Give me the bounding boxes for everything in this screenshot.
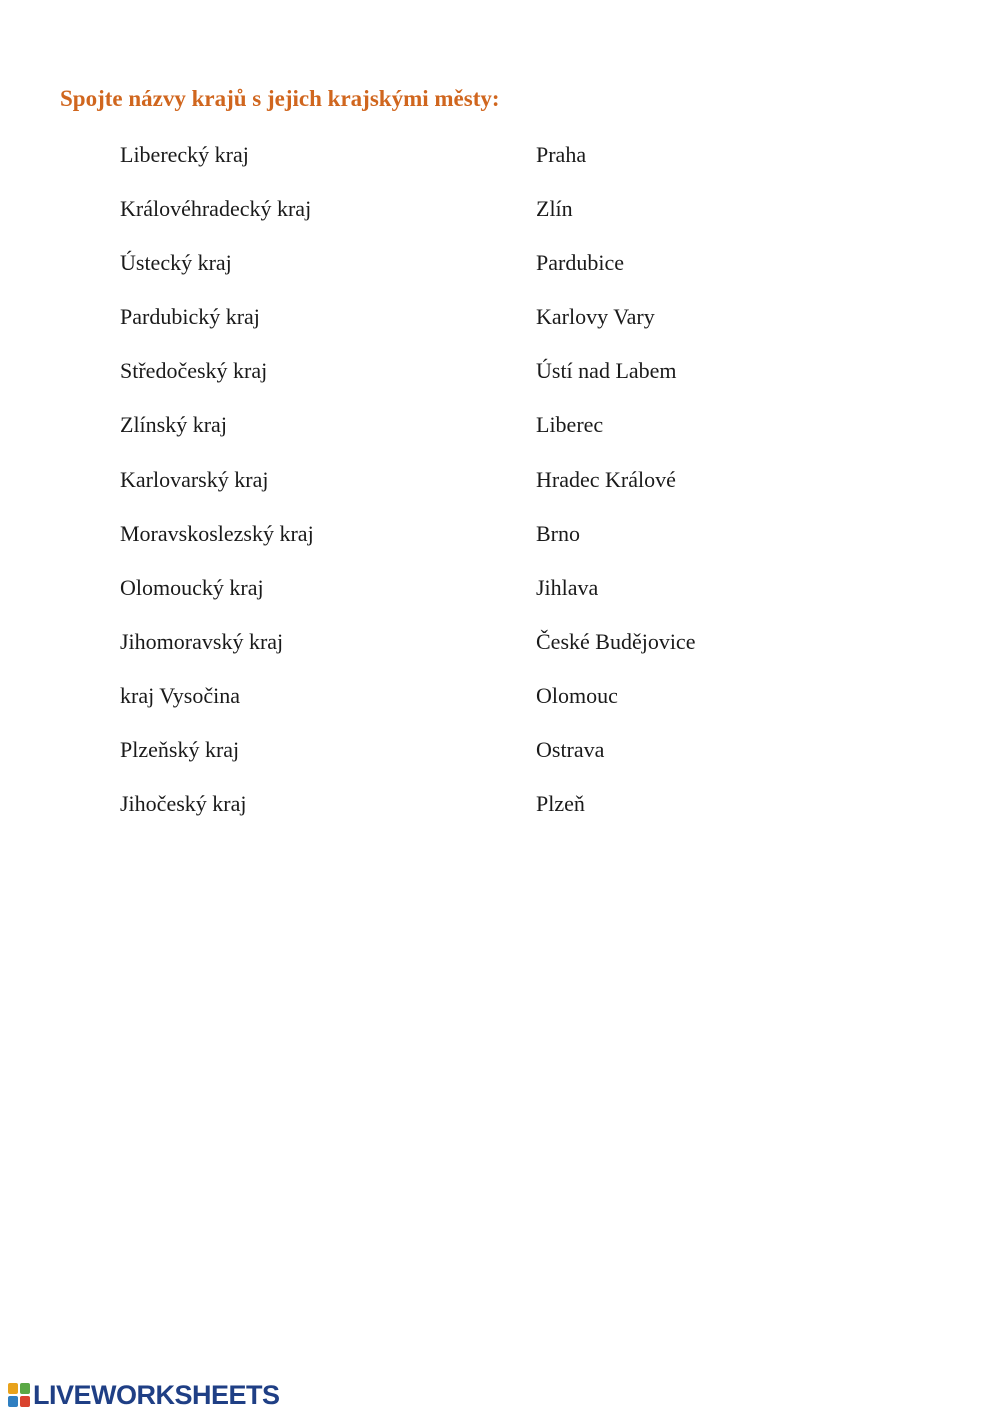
logo-square <box>20 1396 30 1407</box>
matching-row <box>0 625 1000 679</box>
region-name[interactable]: Karlovarský kraj <box>120 466 269 492</box>
matching-row <box>0 246 1000 300</box>
region-name[interactable]: Olomoucký kraj <box>120 574 264 600</box>
matching-row <box>0 517 1000 571</box>
matching-row <box>0 463 1000 517</box>
matching-list <box>0 138 1000 841</box>
logo-square <box>8 1396 18 1407</box>
region-name[interactable]: Liberecký kraj <box>120 142 249 167</box>
matching-row <box>0 787 1000 841</box>
matching-row <box>0 733 1000 787</box>
city-name[interactable]: Liberec <box>536 412 604 438</box>
region-name[interactable]: Ústecký kraj <box>120 250 232 276</box>
city-name[interactable]: České Budějovice <box>536 628 696 654</box>
matching-row <box>0 408 1000 462</box>
region-name[interactable]: Jihočeský kraj <box>120 791 247 817</box>
liveworksheets-logo[interactable] <box>8 1379 280 1411</box>
region-name[interactable]: Jihomoravský kraj <box>120 628 284 654</box>
city-name[interactable]: Zlín <box>536 196 573 222</box>
region-name[interactable]: Zlínský kraj <box>120 412 227 438</box>
region-name[interactable]: Královéhradecký kraj <box>120 196 312 222</box>
city-name[interactable]: Pardubice <box>536 250 624 276</box>
region-name[interactable]: kraj Vysočina <box>120 682 240 708</box>
region-name[interactable]: Středočeský kraj <box>120 358 268 384</box>
city-name[interactable]: Praha <box>536 142 587 167</box>
city-name[interactable]: Karlovy Vary <box>536 304 655 330</box>
region-name[interactable]: Pardubický kraj <box>120 304 260 330</box>
city-name[interactable]: Hradec Králové <box>536 466 676 492</box>
matching-row <box>0 138 1000 192</box>
matching-row <box>0 354 1000 408</box>
city-name[interactable]: Jihlava <box>536 574 599 600</box>
region-name[interactable]: Moravskoslezský kraj <box>120 520 314 546</box>
matching-row <box>0 300 1000 354</box>
matching-row <box>0 571 1000 625</box>
logo-square <box>20 1383 30 1394</box>
logo-text: LIVEWORKSHEETS <box>33 1380 280 1410</box>
worksheet-title: Spojte názvy krajů s jejich krajskými městy: <box>60 86 500 111</box>
city-name[interactable]: Brno <box>536 520 580 546</box>
matching-row <box>0 679 1000 733</box>
logo-square <box>8 1383 18 1394</box>
matching-row <box>0 192 1000 246</box>
liveworksheets-logo-icon <box>8 1383 30 1407</box>
city-name[interactable]: Olomouc <box>536 682 618 708</box>
city-name[interactable]: Ostrava <box>536 737 605 763</box>
region-name[interactable]: Plzeňský kraj <box>120 737 240 763</box>
city-name[interactable]: Plzeň <box>536 791 585 817</box>
city-name[interactable]: Ústí nad Labem <box>536 358 677 384</box>
